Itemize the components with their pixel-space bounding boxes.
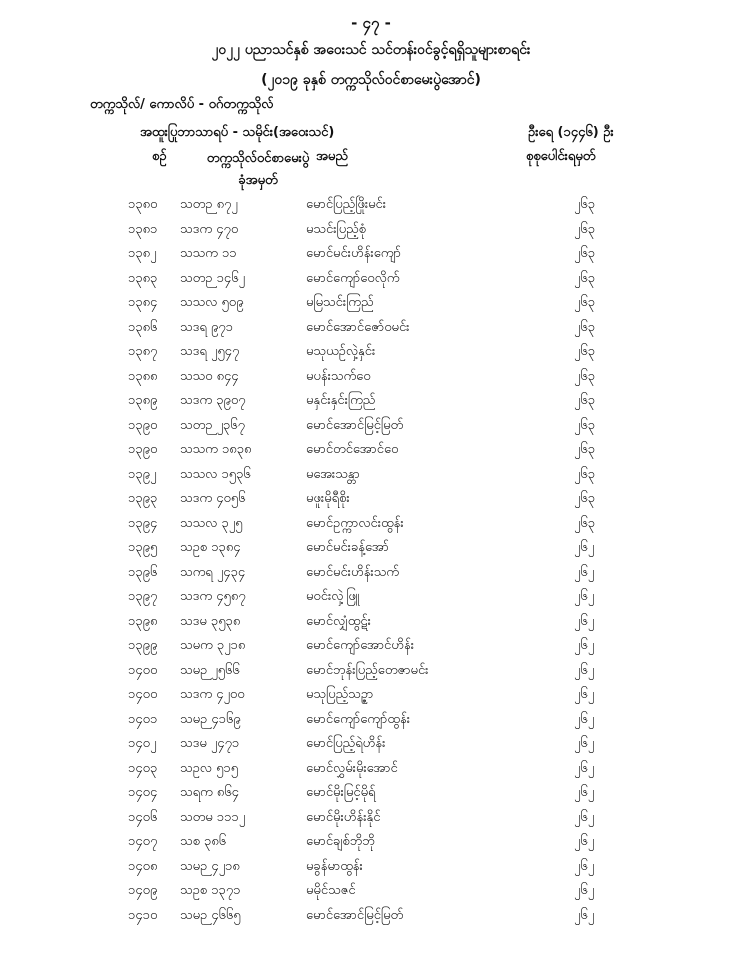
row-score: ၂၆၃ (574, 221, 596, 237)
row-name: မဝင်းလှဲ့ဖြူ (306, 589, 360, 604)
row-name: မောင်ပြည့်ရဲဟိန်း (306, 736, 386, 751)
row-name: မောင်ပြည့်ဖြိုးမင်း (306, 197, 387, 212)
row-name: မအေးသန္တာ (306, 466, 360, 482)
row-name: မမြသင်းကြည် (306, 295, 374, 310)
row-name: မောင်ဥက္ကာလင်းထွန်း (306, 515, 404, 531)
row-roll-number: သမဉ ၄၁၆၉ (180, 711, 241, 727)
row-name: မမိုင်သဇင် (306, 883, 356, 898)
row-seq: ၁၃၉၄ (128, 515, 158, 531)
row-seq: ၁၃၈၄ (128, 295, 158, 310)
table-row (0, 584, 742, 609)
row-score: ၂၆၃ (574, 246, 596, 261)
row-seq: ၁၃၉၅ (128, 540, 158, 555)
row-score: ၂၆၃ (574, 270, 596, 286)
row-name: မောင်ကျော်ကျော်ထွန်း (306, 711, 410, 727)
table-row (0, 241, 742, 266)
row-roll-number: သသလ ၅၀၉ (180, 295, 244, 310)
row-roll-number: သသက ၁၁ (180, 246, 237, 261)
table-row (0, 854, 742, 879)
table-row (0, 903, 742, 928)
table-row (0, 290, 742, 315)
row-roll-number: သမက ၃၂၁၈ (180, 638, 246, 653)
table-row (0, 315, 742, 340)
column-header-score: စုစုပေါင်းရမှတ် (526, 149, 596, 164)
row-seq: ၁၃၉၀ (128, 442, 158, 457)
column-header-name: အမည် (316, 149, 348, 164)
row-name: မသုယဉ်လှဲ့နှင်း (306, 344, 376, 359)
row-seq: ၁၃၉၈ (128, 613, 158, 629)
column-header-roll-line2: ခုံအမှတ် (238, 173, 278, 188)
row-score: ၂၆၂ (574, 834, 595, 849)
row-score: ၂၆၃ (574, 368, 596, 384)
row-seq: ၁၃၉၇ (128, 589, 158, 604)
row-score: ၂၆၂ (574, 809, 595, 825)
subject-line: အထူးပြုဘာသာရပ် - သမိုင်း(အဝေးသင်) (140, 125, 335, 140)
row-score: ၂၆၂ (574, 613, 595, 629)
row-score: ၂၆၃ (574, 466, 596, 482)
row-name: မပန်းသက်ဝေ (306, 368, 371, 384)
document-title: ၂၀၂၂ ပညာသင်နှစ် အဝေးသင် သင်တန်းဝင်ခွင့်ရရှိသူများစာရင်း (211, 42, 531, 58)
row-seq: ၁၄၀၂ (128, 736, 157, 751)
row-seq: ၁၄၀၃ (128, 760, 158, 776)
row-seq: ၁၄၀၀ (128, 662, 158, 678)
row-name: မောင်မင်းခန့်အော် (306, 540, 389, 555)
row-name: မသင်းပြည့်စုံ (306, 221, 366, 237)
table-row (0, 535, 742, 560)
row-roll-number: သတဉ ၂၃၆၇ (180, 417, 245, 433)
row-roll-number: သတဉ ၈၇၂ (180, 197, 238, 212)
table-row (0, 707, 742, 732)
row-score: ၂၆၂ (574, 736, 595, 751)
table-row (0, 364, 742, 389)
row-name: မောင်ကျော်အောင်ဟိန်း (306, 638, 415, 653)
row-score: ၂၆၂ (574, 589, 595, 604)
row-name: မောင်မင်းဟိန်းကျော် (306, 246, 401, 261)
count-header: ဦးရေ (၁၄၄၆) ဦး (528, 125, 614, 140)
row-seq: ၁၃၈၉ (128, 393, 158, 408)
row-roll-number: သမဉ ၄၆၆၅ (180, 907, 241, 923)
row-score: ၂၆၃ (574, 295, 596, 310)
row-seq: ၁၄၁၀ (128, 907, 158, 923)
row-roll-number: သဥလ ၅၁၅ (180, 760, 239, 776)
row-roll-number: သဒမ ၃၅၃၈ (180, 613, 241, 629)
row-score: ၂၆၃ (574, 442, 596, 457)
table-row (0, 682, 742, 707)
table-row (0, 878, 742, 903)
table-row (0, 462, 742, 487)
row-seq: ၁၃၈၀ (128, 197, 158, 212)
row-seq: ၁၃၈၆ (128, 319, 158, 335)
row-name: မခွန်မာထွန်း (306, 858, 363, 874)
row-roll-number: သဒက ၄၂၀၀ (180, 687, 245, 702)
row-score: ၂၆၂ (574, 711, 595, 727)
row-seq: ၁၃၉၃ (128, 491, 158, 506)
row-score: ၂၆၂ (574, 564, 595, 580)
row-roll-number: သဒက ၃၉၀၇ (180, 393, 246, 408)
row-seq: ၁၃၉၉ (128, 638, 158, 653)
row-seq: ၁၃၉၀ (128, 417, 158, 433)
row-roll-number: သဒက ၄၀၅၆ (180, 491, 246, 506)
row-score: ၂၆၂ (574, 907, 595, 923)
column-header-roll (188, 148, 328, 192)
row-roll-number: သဒမ ၂၄၇၁ (180, 736, 240, 751)
row-score: ၂၆၃ (574, 491, 596, 506)
row-roll-number: သမဉ ၄၂၁၈ (180, 858, 240, 874)
row-name: မောင်မင်းဟိန်းသက် (306, 564, 400, 580)
row-name: မနှင်းနှင်းကြည် (306, 393, 376, 408)
row-name: မသုပြည့်သဥ္ဇာ (306, 687, 374, 702)
row-seq: ၁၃၈၂ (128, 246, 157, 261)
table-row (0, 339, 742, 364)
column-header-roll-line1: တက္ကသိုလ်ဝင်စာမေးပွဲ (206, 151, 310, 166)
table-row (0, 780, 742, 805)
column-header-seq: စဉ် (152, 149, 167, 164)
row-roll-number: သကရ ၂၄၃၄ (180, 564, 246, 580)
row-roll-number: သတမ ၁၁၁၂ (180, 809, 246, 825)
row-name: မဖူးမိုရီစိုး (306, 491, 350, 506)
row-seq: ၁၄၀၉ (128, 883, 158, 898)
row-roll-number: သတဉ ၁၄၆၂ (180, 270, 245, 286)
table-row (0, 609, 742, 634)
row-score: ၂၆၂ (574, 760, 595, 776)
row-seq: ၁၃၈၈ (128, 368, 158, 384)
row-seq: ၁၃၉၂ (128, 466, 157, 482)
row-name: မောင်လွှမ်းမိုးအောင် (306, 760, 398, 776)
row-roll-number: သသလ ၃၂၅ (180, 515, 243, 531)
row-seq: ၁၄၀၀ (128, 687, 158, 702)
table-row (0, 829, 742, 854)
table-row (0, 805, 742, 830)
document-subtitle: (၂၀၁၉ ခုနှစ် တက္ကသိုလ်ဝင်စာမေးပွဲအောင်) (261, 72, 481, 88)
university-line: တက္ကသိုလ်/ ကောလိပ် - ဝဂ်တက္ကသိုလ် (90, 97, 274, 112)
table-row (0, 266, 742, 291)
row-name: မောင်လျှံထွဋ်း (306, 613, 371, 629)
row-score: ၂၆၂ (574, 687, 595, 702)
row-score: ၂၆၃ (574, 319, 596, 335)
row-score: ၂၆၃ (574, 393, 596, 408)
row-score: ၂၆၃ (574, 344, 596, 359)
row-roll-number: သရက ၈၆၄ (180, 785, 239, 800)
row-seq: ၁၄၀၇ (128, 834, 158, 849)
row-name: မောင်အောင်မြင့်မြတ် (306, 417, 404, 433)
row-seq: ၁၃၈၃ (128, 270, 158, 286)
row-seq: ၁၄၀၈ (128, 858, 158, 874)
row-roll-number: သဒက ၄၇၀ (180, 221, 239, 237)
row-roll-number: သသက ၁၈၃၈ (180, 442, 252, 457)
row-roll-number: သဒရ ၉၇၁ (180, 319, 233, 335)
row-score: ၂၆၂ (574, 540, 595, 555)
row-roll-number: သမဉ ၂၅၆၆ (180, 662, 240, 678)
row-seq: ၁၃၈၇ (128, 344, 158, 359)
row-roll-number: သဥစ ၁၃၇၁ (180, 883, 241, 898)
row-name: မောင်အောင်ဇော်ဝမင်း (306, 319, 410, 335)
row-name: မောင်ချစ်ဘိုဘို (306, 834, 375, 849)
row-score: ၂၆၂ (574, 662, 595, 678)
row-roll-number: သသလ ၁၅၃၆ (180, 466, 251, 482)
table-row (0, 486, 742, 511)
row-score: ၂၆၂ (574, 638, 595, 653)
row-roll-number: သသဝ ၈၄၄ (180, 368, 239, 384)
row-score: ၂၆၃ (574, 417, 596, 433)
table-row (0, 560, 742, 585)
row-seq: ၁၃၈၁ (128, 221, 158, 237)
table-row (0, 731, 742, 756)
results-table (0, 192, 742, 927)
row-name: မောင်အောင်မြင့်မြတ် (306, 907, 404, 923)
table-row (0, 633, 742, 658)
row-name: မောင်တင်အောင်ဝေ (306, 442, 399, 457)
row-roll-number: သဒရ ၂၅၄၇ (180, 344, 240, 359)
row-roll-number: သစ ၃၈၆ (180, 834, 227, 849)
row-seq: ၁၃၉၆ (128, 564, 158, 580)
table-row (0, 217, 742, 242)
row-name: မောင်မိုးမြင့်မိုရ် (306, 785, 376, 800)
row-score: ၂၆၃ (574, 515, 596, 531)
row-score: ၂၆၂ (574, 883, 595, 898)
table-row (0, 511, 742, 536)
row-name: မောင်ကျော်ဝေလိုက် (306, 270, 400, 286)
row-score: ၂၆၃ (574, 197, 596, 212)
row-name: မောင်ဘုန်းပြည့်တေဇာမင်း (306, 662, 429, 678)
table-row (0, 192, 742, 217)
table-row (0, 413, 742, 438)
table-row (0, 756, 742, 781)
row-score: ၂၆၂ (574, 785, 595, 800)
row-seq: ၁၄၀၆ (128, 809, 158, 825)
row-seq: ၁၄၀၁ (128, 711, 158, 727)
row-seq: ၁၄၀၄ (128, 785, 158, 800)
row-roll-number: သဒက ၄၅၈၇ (180, 589, 246, 604)
table-row (0, 388, 742, 413)
table-row (0, 437, 742, 462)
page-number: - ၄၇ - (351, 14, 391, 32)
table-row (0, 658, 742, 683)
row-roll-number: သဥစ ၁၃၈၄ (180, 540, 241, 555)
row-score: ၂၆၂ (574, 858, 595, 874)
row-name: မောင်မိုးဟိန်းနိုင် (306, 809, 381, 825)
